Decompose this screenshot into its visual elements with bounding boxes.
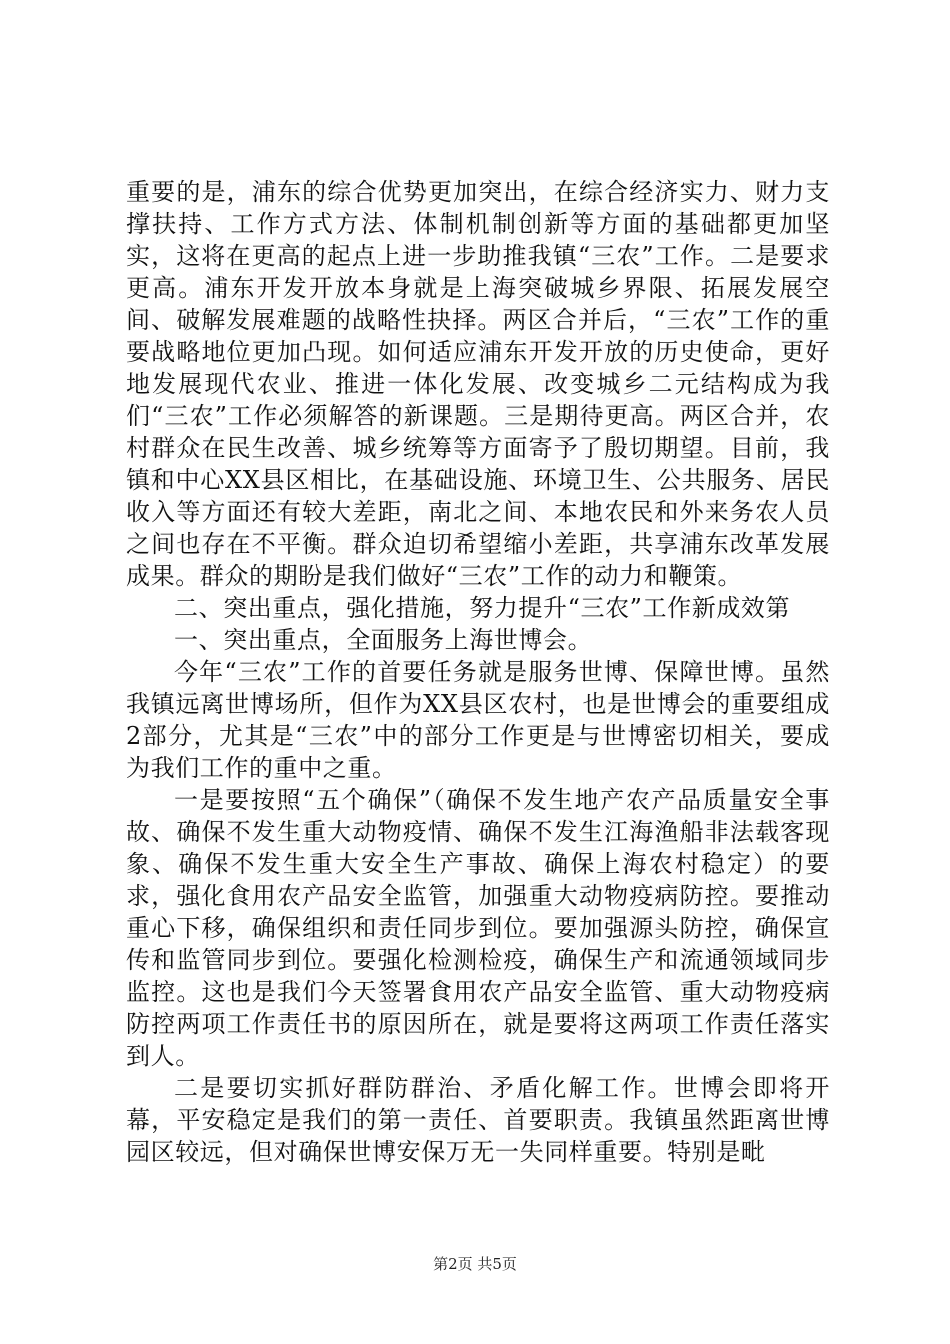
paragraph-5: 一是要按照“五个确保”（确保不发生地产农产品质量安全事故、确保不发生重大动物疫情、确保不发生江海渔船非法载客现象、确保不发生重大安全生产事故、确保上海农村稳定）的要求，强化食用农产品安全监管，加强重大动物疫病防控。要推动重心下移，确保组织和责任同步到位。要加强源头防控，确保宣传和监管同步到位。要强化检测检疫，确保生产和流通领域同步监控。这也是我们今天签署食用农产品安全监管、重大动物疫病防控两项工作责任书的原因所在，就是要将这两项工作责任落实到人。 bbox=[126, 786, 830, 1070]
paragraph-6: 二是要切实抓好群防群治、矛盾化解工作。世博会即将开幕，平安稳定是我们的第一责任、首要职责。我镇虽然距离世博园区较远，但对确保世博安保万无一失同样重要。特别是毗 bbox=[126, 1074, 830, 1166]
paragraph-3-subheading: 一、突出重点，全面服务上海世博会。 bbox=[174, 626, 593, 654]
page-footer: 第2页 共5页 bbox=[433, 1255, 517, 1273]
paragraph-2-section-heading: 二、突出重点，强化措施，努力提升“三农”工作新成效第 bbox=[174, 594, 791, 622]
paragraph-4: 今年“三农”工作的首要任务就是服务世博、保障世博。虽然我镇远离世博场所，但作为XX县区农村，也是世博会的重要组成2部分，尤其是“三农”中的部分工作更是与世博密切相关，要成为我们工作的重中之重。 bbox=[126, 658, 830, 782]
paragraph-1: 重要的是，浦东的综合优势更加突出，在综合经济实力、财力支撑扶持、工作方式方法、体制机制创新等方面的基础都更加坚实，这将在更高的起点上进一步助推我镇“三农”工作。二是要求更高。浦东开发开放本身就是上海突破城乡界限、拓展发展空间、破解发展难题的战略性抉择。两区合并后，“三农”工作的重要战略地位更加凸现。如何适应浦东开发开放的历史使命，更好地发展现代农业、推进一体化发展、改变城乡二元结构成为我们“三农”工作必须解答的新课题。三是期待更高。两区合并，农村群众在民生改善、城乡统筹等方面寄予了殷切期望。目前，我镇和中心XX县区相比，在基础设施、环境卫生、公共服务、居民收入等方面还有较大差距，南北之间、本地农民和外来务农人员之间也存在不平衡。群众迫切希望缩小差距，共享浦东改革发展成果。群众的期盼是我们做好“三农”工作的动力和鞭策。 bbox=[126, 178, 830, 590]
document-body bbox=[126, 176, 830, 1168]
